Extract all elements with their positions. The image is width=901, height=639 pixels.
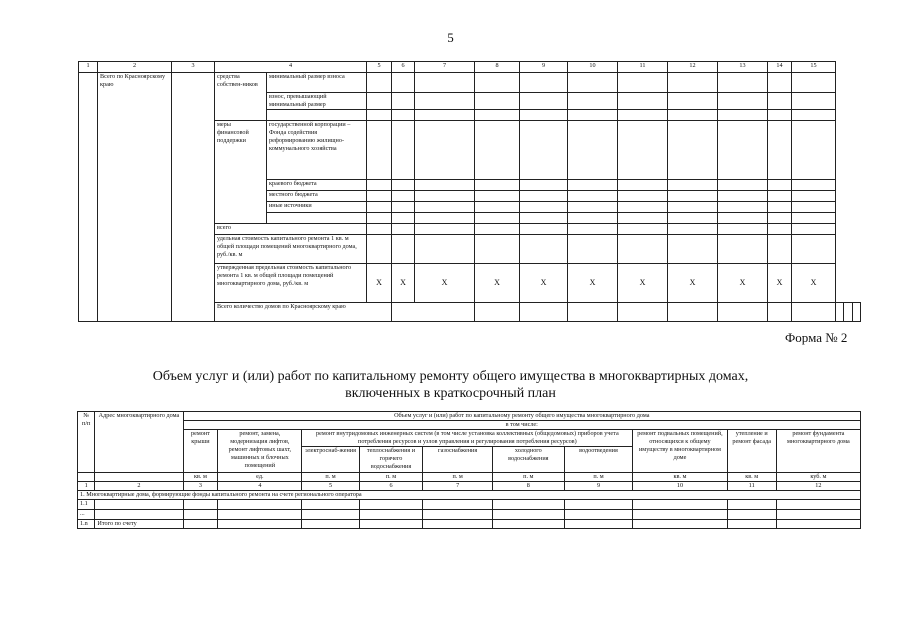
num-cell: 4 bbox=[218, 482, 302, 491]
col-num: 5 bbox=[367, 62, 392, 73]
num-cell: 5 bbox=[302, 482, 359, 491]
x-mark: X bbox=[475, 264, 520, 303]
col-header: ремонт фундамента многоквартирного дома bbox=[776, 430, 860, 473]
col-header: Адрес многоквартирного дома bbox=[95, 412, 183, 473]
num-cell: 8 bbox=[492, 482, 564, 491]
col-num: 14 bbox=[768, 62, 792, 73]
row-label: утвержденная предельная стоимость капитального ремонта 1 кв. м общей площади помещений многоквартирного дома, руб./кв. м bbox=[215, 264, 367, 303]
region-label: Всего по Красноярскому краю bbox=[98, 73, 172, 322]
works-table bbox=[77, 411, 861, 529]
col-num: 6 bbox=[392, 62, 415, 73]
col-num: 4 bbox=[215, 62, 367, 73]
num-cell: 10 bbox=[633, 482, 727, 491]
num-cell: 12 bbox=[776, 482, 860, 491]
col-header: ремонт внутридомовых инженерных систем (в том числе установка коллективных (общедомовых) приборов учета потребления ресурсов и узлов управления и регулирования потребления ресурсов) bbox=[302, 430, 633, 447]
col-header: № п/п bbox=[78, 412, 95, 473]
unit-cell: п. м bbox=[359, 473, 423, 482]
x-mark: X bbox=[792, 264, 836, 303]
col-header: ремонт, замена, модернизация лифтов, ремонт лифтовых шахт, машинных и блочных помещений bbox=[218, 430, 302, 473]
col-header: водоотведения bbox=[564, 447, 633, 473]
total-label: Итого по счету bbox=[95, 520, 183, 529]
num-cell: 1 bbox=[78, 482, 95, 491]
owners-funds-label: средства собствен-ников bbox=[215, 73, 267, 121]
x-mark: X bbox=[392, 264, 415, 303]
col-header: газоснабжения bbox=[423, 447, 493, 473]
unit-cell: кв. м bbox=[727, 473, 776, 482]
row-label: взнос, превышающий минимальный размер bbox=[267, 93, 367, 110]
support-label: меры финансовой поддержки bbox=[215, 121, 267, 224]
unit-cell: п. м bbox=[492, 473, 564, 482]
x-mark: X bbox=[415, 264, 475, 303]
form-number: Форма № 2 bbox=[785, 330, 848, 345]
x-mark: X bbox=[367, 264, 392, 303]
col-num: 1 bbox=[79, 62, 98, 73]
row-label: государственной корпорации – Фонда содействия реформированию жилищно-коммунального хозяйства bbox=[267, 121, 367, 180]
row-label: удельная стоимость капитального ремонта 1 кв. м общей площади помещений многоквартирного дома, руб./кв. м bbox=[215, 235, 367, 264]
x-mark: X bbox=[718, 264, 768, 303]
row-number: 1.n bbox=[78, 520, 95, 529]
x-mark: X bbox=[668, 264, 718, 303]
col-num: 10 bbox=[568, 62, 618, 73]
unit-cell: п. м bbox=[302, 473, 359, 482]
unit-cell: п. м bbox=[564, 473, 633, 482]
funding-table bbox=[78, 61, 861, 322]
title-line: Объем услуг и (или) работ по капитальному ремонту общего имущества в многоквартирных домах, bbox=[152, 369, 749, 384]
col-num: 13 bbox=[718, 62, 768, 73]
row-number: 1.1 bbox=[78, 500, 95, 510]
col-num: 8 bbox=[475, 62, 520, 73]
col-header: ремонт подвальных помещений, относящихся к общему имуществу в многоквартирном доме bbox=[633, 430, 727, 473]
section-row: 1. Многоквартирные дома, формирующие фонды капитального ремонта на счете регионального оператора bbox=[78, 491, 861, 500]
num-cell: 3 bbox=[183, 482, 218, 491]
row-label: всего bbox=[215, 224, 367, 235]
houses-total-label: Всего количество домов по Красноярскому краю bbox=[215, 303, 392, 322]
unit-cell: кв. м bbox=[633, 473, 727, 482]
unit-cell: куб. м bbox=[776, 473, 860, 482]
col-header: холодного водоснабжения bbox=[492, 447, 564, 473]
x-mark: X bbox=[768, 264, 792, 303]
x-mark: X bbox=[618, 264, 668, 303]
col-header: ремонт крыши bbox=[183, 430, 218, 473]
col-num: 9 bbox=[520, 62, 568, 73]
row-label: краевого бюджета bbox=[267, 180, 367, 191]
row-label: минимальный размер взноса bbox=[267, 73, 367, 93]
col-num: 7 bbox=[415, 62, 475, 73]
col-num: 11 bbox=[618, 62, 668, 73]
row-label: местного бюджета bbox=[267, 191, 367, 202]
col-header: утепление и ремонт фасада bbox=[727, 430, 776, 473]
x-mark: X bbox=[568, 264, 618, 303]
header-row bbox=[79, 62, 861, 73]
unit-cell: кв. м bbox=[183, 473, 218, 482]
x-mark: X bbox=[520, 264, 568, 303]
form-title bbox=[0, 368, 901, 402]
col-header: электроснаб-жения bbox=[302, 447, 359, 473]
num-cell: 2 bbox=[95, 482, 183, 491]
unit-cell: п. м bbox=[423, 473, 493, 482]
col-num: 12 bbox=[668, 62, 718, 73]
num-cell: 6 bbox=[359, 482, 423, 491]
col-num: 15 bbox=[792, 62, 836, 73]
title-line: включенных в краткосрочный план bbox=[345, 386, 556, 401]
col-num: 2 bbox=[98, 62, 172, 73]
col-num: 3 bbox=[172, 62, 215, 73]
num-cell: 7 bbox=[423, 482, 493, 491]
col-header: теплоснабжения и горячего водоснабжения bbox=[359, 447, 423, 473]
col-header: в том числе: bbox=[183, 421, 860, 430]
page-number: 5 bbox=[447, 30, 454, 45]
row-label: иные источники bbox=[267, 202, 367, 213]
col-header: Объем услуг и (или) работ по капитальному ремонту общего имущества многоквартирного дома bbox=[183, 412, 860, 421]
num-cell: 11 bbox=[727, 482, 776, 491]
num-cell: 9 bbox=[564, 482, 633, 491]
row-number: ... bbox=[78, 510, 95, 520]
unit-cell: ед. bbox=[218, 473, 302, 482]
